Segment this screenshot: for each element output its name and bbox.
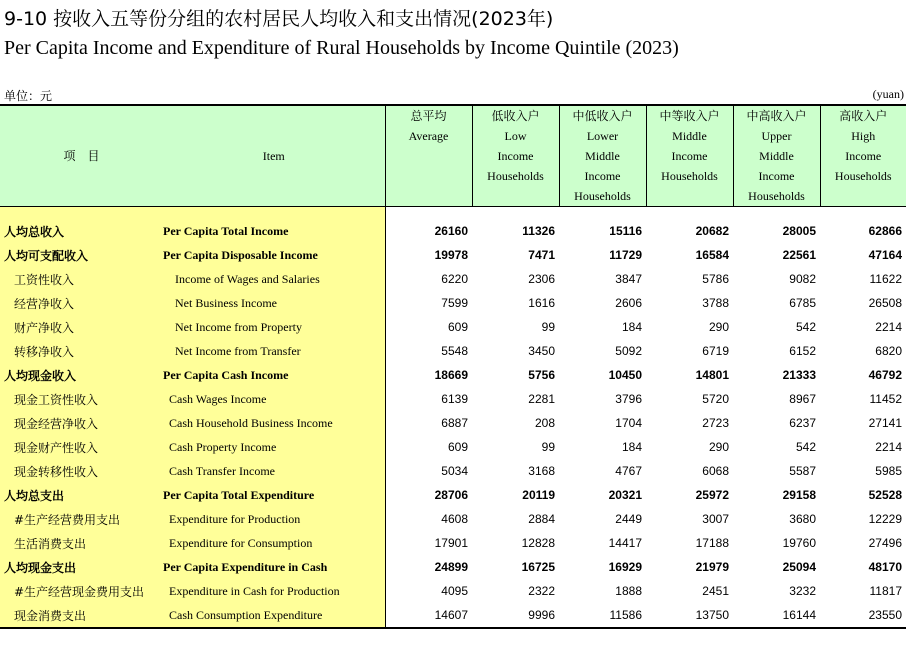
value-cell-upper-middle: 3232 xyxy=(789,584,816,598)
value-cell-middle: 290 xyxy=(708,440,729,454)
value-cell-average: 19978 xyxy=(434,248,468,262)
row-label-en: Per Capita Total Income xyxy=(163,219,385,243)
value-cell-average: 609 xyxy=(447,440,468,454)
value-cell-middle: 21979 xyxy=(695,560,729,574)
table-row xyxy=(0,387,906,411)
value-cell-middle: 2723 xyxy=(702,416,729,430)
value-cell-average: 6220 xyxy=(441,272,468,286)
value-cell-upper-middle: 28005 xyxy=(782,224,816,238)
table-row xyxy=(0,483,906,507)
row-label-en: Net Income from Transfer xyxy=(163,339,385,363)
row-label-en: Cash Property Income xyxy=(163,435,385,459)
table-row xyxy=(0,555,906,579)
value-cell-low: 2306 xyxy=(528,272,555,286)
value-cell-upper-middle: 5587 xyxy=(789,464,816,478)
value-cell-average: 4095 xyxy=(441,584,468,598)
table-row xyxy=(0,411,906,435)
value-cell-middle: 6068 xyxy=(702,464,729,478)
value-cell-upper-middle: 542 xyxy=(795,440,816,454)
row-label-en: Per Capita Disposable Income xyxy=(163,243,385,267)
row-label-en: Income of Wages and Salaries xyxy=(163,267,385,291)
col-header-low-income: 低收入户 Low Income Households xyxy=(472,105,559,207)
row-label-en: Per Capita Total Expenditure xyxy=(163,483,385,507)
table-row xyxy=(0,363,906,387)
value-cell-lower-middle: 1704 xyxy=(615,416,642,430)
value-cell-lower-middle: 184 xyxy=(621,320,642,334)
value-cell-lower-middle: 5092 xyxy=(615,344,642,358)
row-label-en: Expenditure in Cash for Production xyxy=(163,579,385,603)
value-cell-high: 6820 xyxy=(875,344,902,358)
value-cell-average: 24899 xyxy=(434,560,468,574)
value-cell-upper-middle: 6237 xyxy=(789,416,816,430)
value-cell-high: 11452 xyxy=(869,392,902,406)
value-cell-low: 99 xyxy=(541,320,555,334)
value-cell-lower-middle: 11729 xyxy=(609,248,642,262)
value-cell-average: 28706 xyxy=(434,488,468,502)
value-cell-high: 2214 xyxy=(875,440,902,454)
value-cell-upper-middle: 16144 xyxy=(733,603,820,628)
value-cell-low: 7471 xyxy=(528,248,555,262)
value-cell-low: 20119 xyxy=(522,488,555,502)
table-row xyxy=(0,291,906,315)
value-cell-average: 5548 xyxy=(441,344,468,358)
value-cell-middle: 20682 xyxy=(695,224,729,238)
value-cell-middle: 2451 xyxy=(702,584,729,598)
value-cell-average: 5034 xyxy=(441,464,468,478)
value-cell-average: 26160 xyxy=(434,224,468,238)
value-cell-low: 16725 xyxy=(521,560,555,574)
value-cell-average: 609 xyxy=(447,320,468,334)
value-cell-upper-middle: 29158 xyxy=(782,488,816,502)
value-cell-high: 46792 xyxy=(868,368,902,382)
row-label-cn: 人均现金收入 xyxy=(0,363,163,387)
value-cell-middle: 3788 xyxy=(702,296,729,310)
unit-label-cn: 单位：元 xyxy=(4,89,53,103)
row-label-en: Expenditure for Consumption xyxy=(163,531,385,555)
value-cell-middle: 6719 xyxy=(702,344,729,358)
value-cell-low: 3450 xyxy=(528,344,555,358)
value-cell-low: 12828 xyxy=(521,536,555,550)
col-header-high-income: 高收入户 High Income Households xyxy=(820,105,906,207)
value-cell-lower-middle: 16929 xyxy=(608,560,642,574)
value-cell-high: 11622 xyxy=(869,272,902,286)
value-cell-high: 27496 xyxy=(868,536,902,550)
col-header-lower-middle-income: 中低收入户 Lower Middle Income Households xyxy=(559,105,646,207)
value-cell-high: 26508 xyxy=(868,296,902,310)
value-cell-lower-middle: 184 xyxy=(621,440,642,454)
value-cell-lower-middle: 2449 xyxy=(615,512,642,526)
value-cell-average: 17901 xyxy=(434,536,468,550)
table-row xyxy=(0,267,906,291)
value-cell-lower-middle: 10450 xyxy=(608,368,642,382)
value-cell-low: 2322 xyxy=(528,584,555,598)
value-cell-middle: 13750 xyxy=(646,603,733,628)
value-cell-lower-middle: 3796 xyxy=(615,392,642,406)
value-cell-high: 5985 xyxy=(875,464,902,478)
value-cell-upper-middle: 8967 xyxy=(789,392,816,406)
value-cell-upper-middle: 21333 xyxy=(782,368,816,382)
row-label-cn: 现金经营净收入 xyxy=(0,411,163,435)
row-label-cn: 现金转移性收入 xyxy=(0,459,163,483)
row-label-en: Net Income from Property xyxy=(163,315,385,339)
value-cell-average: 6139 xyxy=(441,392,468,406)
table-row xyxy=(0,339,906,363)
table-row xyxy=(0,219,906,243)
value-cell-upper-middle: 6152 xyxy=(789,344,816,358)
header-row xyxy=(0,105,906,207)
value-cell-low: 11326 xyxy=(522,224,555,238)
table-title-en: Per Capita Income and Expenditure of Rural Households by Income Quintile (2023) xyxy=(4,37,679,59)
row-label-cn: 财产净收入 xyxy=(0,315,163,339)
value-cell-low: 208 xyxy=(534,416,555,430)
table-row xyxy=(0,459,906,483)
value-cell-average: 4608 xyxy=(441,512,468,526)
row-label-cn: 生活消费支出 xyxy=(0,531,163,555)
table-row xyxy=(0,315,906,339)
value-cell-middle: 3007 xyxy=(702,512,729,526)
value-cell-middle: 17188 xyxy=(695,536,729,550)
value-cell-average: 6887 xyxy=(441,416,468,430)
table-title-cn: 9-10 按收入五等份分组的农村居民人均收入和支出情况(2023年) xyxy=(4,8,554,30)
row-label-en: Cash Household Business Income xyxy=(163,411,385,435)
value-cell-low: 9996 xyxy=(472,603,559,628)
col-header-middle-income: 中等收入户 Middle Income Households xyxy=(646,105,733,207)
row-label-en: Net Business Income xyxy=(163,291,385,315)
value-cell-middle: 25972 xyxy=(695,488,729,502)
value-cell-middle: 14801 xyxy=(695,368,729,382)
row-label-cn: 经营净收入 xyxy=(0,291,163,315)
value-cell-high: 62866 xyxy=(868,224,902,238)
value-cell-high: 48170 xyxy=(868,560,902,574)
row-label-cn: 人均总收入 xyxy=(0,219,163,243)
row-label-cn: #生产经营费用支出 xyxy=(0,507,163,531)
value-cell-upper-middle: 25094 xyxy=(782,560,816,574)
value-cell-high: 52528 xyxy=(868,488,902,502)
row-label-en: Expenditure for Production xyxy=(163,507,385,531)
value-cell-upper-middle: 22561 xyxy=(782,248,816,262)
value-cell-upper-middle: 6785 xyxy=(789,296,816,310)
value-cell-low: 99 xyxy=(541,440,555,454)
row-label-en: Cash Wages Income xyxy=(163,387,385,411)
value-cell-high: 23550 xyxy=(820,603,906,628)
value-cell-low: 5756 xyxy=(528,368,555,382)
row-label-en: Per Capita Expenditure in Cash xyxy=(163,555,385,579)
row-label-en: Cash Transfer Income xyxy=(163,459,385,483)
table-row xyxy=(0,507,906,531)
value-cell-middle: 5786 xyxy=(702,272,729,286)
table-body xyxy=(0,207,906,629)
value-cell-upper-middle: 542 xyxy=(795,320,816,334)
table-row xyxy=(0,435,906,459)
value-cell-high: 11817 xyxy=(869,584,902,598)
value-cell-middle: 290 xyxy=(708,320,729,334)
row-label-en: Cash Consumption Expenditure xyxy=(163,603,385,628)
value-cell-average: 14607 xyxy=(385,603,472,628)
row-label-cn: 现金工资性收入 xyxy=(0,387,163,411)
value-cell-upper-middle: 9082 xyxy=(789,272,816,286)
table-row xyxy=(0,603,906,628)
value-cell-lower-middle: 4767 xyxy=(615,464,642,478)
col-header-item-cn: 项 目 xyxy=(0,105,163,207)
value-cell-lower-middle: 3847 xyxy=(615,272,642,286)
table-row xyxy=(0,579,906,603)
col-header-item-en: Item xyxy=(163,105,385,207)
value-cell-lower-middle: 11586 xyxy=(559,603,646,628)
value-cell-low: 2281 xyxy=(528,392,555,406)
value-cell-lower-middle: 2606 xyxy=(615,296,642,310)
value-cell-high: 2214 xyxy=(875,320,902,334)
unit-label-en: (yuan) xyxy=(872,87,904,101)
income-expenditure-table xyxy=(0,104,906,629)
row-label-cn: 现金消费支出 xyxy=(0,603,163,628)
value-cell-lower-middle: 14417 xyxy=(608,536,642,550)
value-cell-lower-middle: 15116 xyxy=(609,224,642,238)
value-cell-middle: 16584 xyxy=(695,248,729,262)
data-table-container xyxy=(0,104,906,648)
value-cell-lower-middle: 20321 xyxy=(608,488,642,502)
row-label-cn: #生产经营现金费用支出 xyxy=(0,579,163,603)
value-cell-upper-middle: 3680 xyxy=(789,512,816,526)
value-cell-low: 2884 xyxy=(528,512,555,526)
value-cell-average: 18669 xyxy=(434,368,468,382)
row-label-cn: 转移净收入 xyxy=(0,339,163,363)
row-label-en: Per Capita Cash Income xyxy=(163,363,385,387)
col-header-upper-middle-income: 中高收入户 Upper Middle Income Households xyxy=(733,105,820,207)
value-cell-middle: 5720 xyxy=(702,392,729,406)
table-row xyxy=(0,243,906,267)
row-label-cn: 人均可支配收入 xyxy=(0,243,163,267)
value-cell-high: 47164 xyxy=(868,248,902,262)
value-cell-upper-middle: 19760 xyxy=(782,536,816,550)
value-cell-lower-middle: 1888 xyxy=(615,584,642,598)
row-label-cn: 工资性收入 xyxy=(0,267,163,291)
value-cell-low: 3168 xyxy=(528,464,555,478)
row-label-cn: 人均总支出 xyxy=(0,483,163,507)
col-header-average: 总平均 Average xyxy=(385,105,472,207)
value-cell-low: 1616 xyxy=(528,296,555,310)
value-cell-high: 27141 xyxy=(868,416,902,430)
row-label-cn: 现金财产性收入 xyxy=(0,435,163,459)
spacer-row xyxy=(0,207,906,220)
table-row xyxy=(0,531,906,555)
row-label-cn: 人均现金支出 xyxy=(0,555,163,579)
value-cell-average: 7599 xyxy=(441,296,468,310)
value-cell-high: 12229 xyxy=(868,512,902,526)
